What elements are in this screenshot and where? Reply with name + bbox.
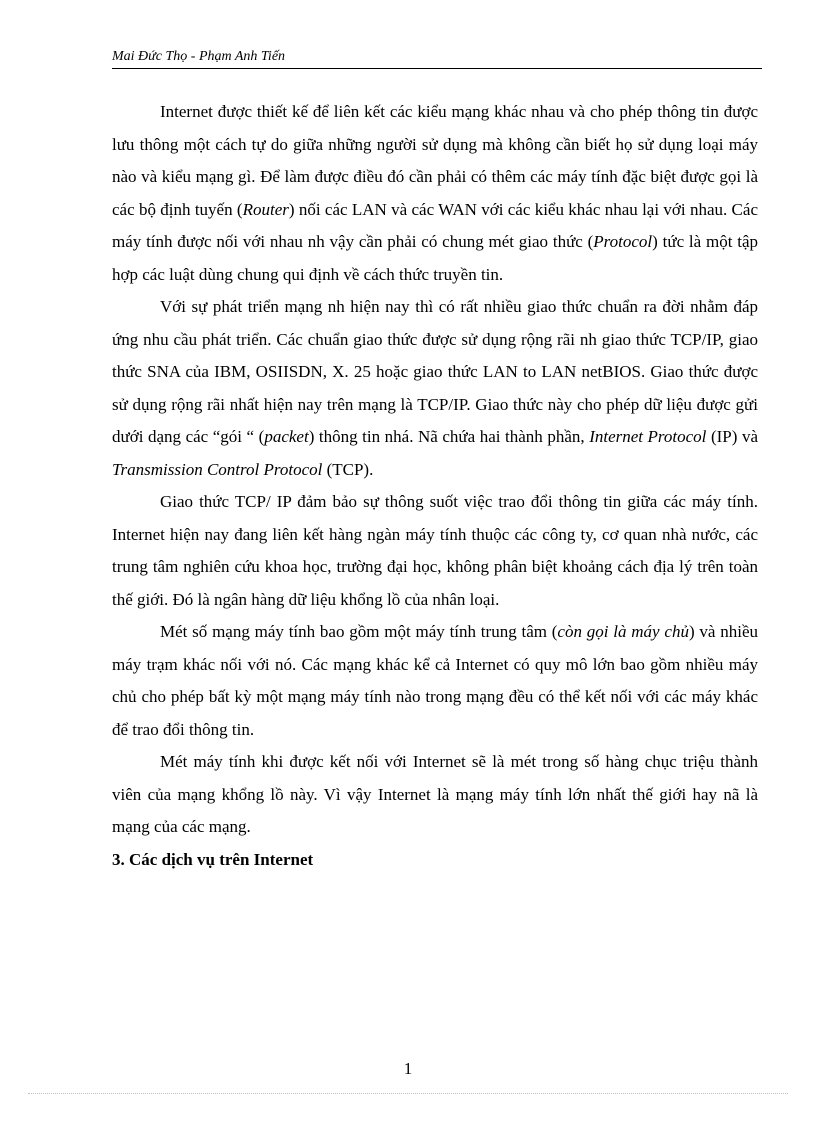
paragraph-internet-design <box>112 96 758 291</box>
paragraph-segment-italic: Router <box>242 199 289 219</box>
paragraph-segment: ) tức là một tập hợp các luật dùng chung qui định về cách thức truyền tin. <box>112 232 758 284</box>
page-header <box>112 48 762 69</box>
paragraph-protocols <box>112 291 758 486</box>
page-number: 1 <box>403 1059 413 1078</box>
paragraph-tcp-ip <box>112 486 758 616</box>
page-bottom-divider <box>28 1093 788 1094</box>
paragraph-servers <box>112 616 758 746</box>
section-heading: 3. Các dịch vụ trên Internet <box>112 849 314 869</box>
paragraph-segment-italic: còn gọi là máy chủ <box>557 622 689 641</box>
paragraph-segment-italic: Internet Protocol <box>589 427 707 446</box>
paragraph-network-of-networks <box>112 746 758 844</box>
paragraph-segment-italic: Transmission Control Protocol <box>112 459 323 479</box>
paragraph-segment: Internet được thiết kế để liên kết các kiểu mạng khác nhau và cho phép thông tin được lưu thông một cách tự do giữa những người sử dụng mà không cần biết họ sử dụng loại máy nào và kiểu mạng gì. Để làm được điều đó cần phải có thêm các máy tính đặc biệt được gọi là các bộ định tuyến ( <box>112 102 758 219</box>
paragraph-segment: ) nối các LAN và các WAN với các kiểu khác nhau lại với nhau. Các máy tính được nối với nhau nh vậy cần phải có chung mét giao thức ( <box>112 199 758 251</box>
paragraph-segment: Mét máy tính khi được kết nối với Internet sẽ là mét trong số hàng chục triệu thành viên của mạng khổng lồ này. Vì vậy Internet là mạng máy tính lớn nhất thế giới hay nã là mạng của các mạng. <box>112 752 758 836</box>
paragraph-segment: (IP) và <box>706 427 758 446</box>
paragraph-segment: ) thông tin nhá. Nã chứa hai thành phần, <box>308 427 590 446</box>
paragraph-segment: ) và nhiều máy trạm khác nối với nó. Các mạng khác kể cả Internet có quy mô lớn bao gồm nhiều máy chủ cho phép bất kỳ một mạng máy tính nào trong mạng đều có thể kết nối với các máy khác để trao đổi thông tin. <box>112 622 758 739</box>
document-body <box>112 96 758 876</box>
paragraph-segment-italic: Protocol <box>593 232 653 251</box>
paragraph-segment: (TCP). <box>322 459 374 479</box>
paragraph-segment: Giao thức TCP/ IP đảm bảo sự thông suốt việc trao đổi thông tin giữa các máy tính. Internet hiện nay đang liên kết hàng ngàn máy tính thuộc các công ty, cơ quan nhà nước, các trung tâm nghiên cứu khoa học, trường đại học, không phân biệt khoảng cách địa lý trên toàn thế giới. Đó là ngân hàng dữ liệu khổng lồ của nhân loại. <box>112 492 758 609</box>
paragraph-segment: Với sự phát triển mạng nh hiện nay thì có rất nhiều giao thức chuẩn ra đời nhằm đáp ứng nhu cầu phát triển. Các chuẩn giao thức được sử dụng rộng rãi nh giao thức TCP/IP, giao thức SNA của IBM, OSIISDN, X. 25 hoặc giao thức LAN to LAN netBIOS. Giao thức được sử dụng rộng rãi nhất hiện nay trên mạng là TCP/IP. Giao thức này cho phép dữ liệu được gửi dưới dạng các “gói “ ( <box>112 297 758 446</box>
paragraph-segment: Mét số mạng máy tính bao gồm một máy tính trung tâm ( <box>160 622 558 641</box>
header-author-line: Mai Đức Thọ - Phạm Anh Tiến <box>112 49 286 64</box>
paragraph-segment-italic: packet <box>264 427 309 446</box>
